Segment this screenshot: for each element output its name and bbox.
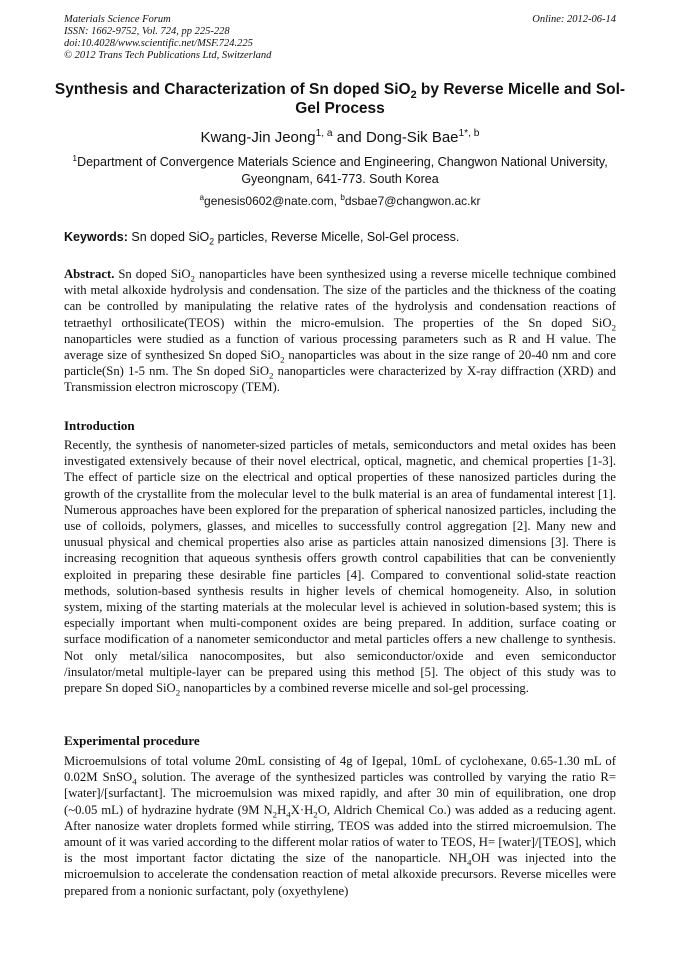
author-list bbox=[48, 129, 632, 146]
experimental-subscript: 4 bbox=[467, 857, 472, 868]
email-line bbox=[48, 194, 632, 208]
introduction-heading: Introduction bbox=[64, 418, 135, 433]
keywords-text-1: Sn doped SiO bbox=[127, 230, 210, 244]
abstract-text: nanoparticles have been synthesized using a reverse micelle technique combined with metal alkoxide hydrolysis and condensation. The size of the particles and the thickness of the coating can be controlled by manipulating the relative rates of the hydrolysis and condensation reactions of tetraethyl orthosilicate(TEOS) within the micro-emulsion. The properties of the Sn doped SiO bbox=[64, 267, 617, 330]
abstract-subscript: 2 bbox=[280, 354, 285, 365]
paper-title bbox=[48, 80, 632, 118]
keywords-subscript: 2 bbox=[209, 236, 215, 247]
abstract-subscript: 2 bbox=[190, 273, 195, 284]
author-2-affil-mark: 1*, b bbox=[458, 128, 480, 139]
journal-header bbox=[64, 14, 616, 62]
experimental-paragraph bbox=[64, 753, 616, 899]
abstract-label: Abstract. bbox=[64, 267, 115, 281]
experimental-text: solution. The average of the synthesized particles was controlled by varying the ratio R=[water]/[surfactant]. The microemulsion was mixed rapidly, and after 30 min of equilibration, one drop (~0.05 mL) of hydrazine hydrate (9M N bbox=[64, 770, 616, 817]
copyright-line: © 2012 Trans Tech Publications Ltd, Switzerland bbox=[64, 50, 272, 61]
experimental-text: H bbox=[277, 802, 287, 817]
author-2: Dong-Sik Bae bbox=[365, 129, 459, 146]
online-date: Online: 2012-06-14 bbox=[532, 14, 616, 25]
experimental-text: Microemulsions of total volume 20mL consisting of 4g of Igepal, 10mL of cyclohexane, 0.65-1.30 mL of 0.02M SnSO bbox=[64, 754, 616, 785]
affiliation-mark: 1 bbox=[72, 152, 78, 163]
keywords-text-2: particles, Reverse Micelle, Sol-Gel process. bbox=[214, 230, 460, 244]
abstract-text: nanoparticles were characterized by X-ray diffraction (XRD) and Transmission electron microscopy (TEM). bbox=[64, 364, 616, 395]
introduction-paragraph bbox=[64, 437, 616, 696]
affiliation-text: Department of Convergence Materials Science and Engineering, Changwon National University, Gyeongnam, 641-773. South Korea bbox=[77, 155, 608, 186]
author-1-affil-mark: 1, a bbox=[315, 128, 333, 139]
experimental-heading: Experimental procedure bbox=[64, 733, 200, 748]
experimental-text: O, Aldrich Chemical Co.) was added as a reducing agent. After nanosize water droplets formed while stirring, TEOS was added into the stirred microemulsion. The amount of it was varied according to the different molar ratios of water to TEOS, H= [water]/[TEOS], which is the most important factor dictating the size of the nanoparticle. NH bbox=[64, 802, 616, 866]
experimental-text: X·H bbox=[290, 802, 314, 817]
experimental-subscript: 4 bbox=[286, 809, 291, 820]
experimental-subscript: 2 bbox=[272, 809, 278, 820]
email-a-mark: a bbox=[199, 193, 205, 202]
title-subscript: 2 bbox=[410, 89, 417, 102]
email-b-mark: b bbox=[340, 193, 345, 202]
abstract-paragraph bbox=[64, 266, 616, 396]
author-and: and bbox=[332, 129, 366, 146]
journal-name: Materials Science Forum bbox=[64, 14, 171, 25]
introduction-text: nanoparticles by a combined reverse micelle and sol-gel processing. bbox=[180, 681, 529, 696]
keywords-label: Keywords: bbox=[64, 230, 128, 244]
email-b[interactable]: dsbae7@changwon.ac.kr bbox=[344, 194, 481, 208]
issn-line: ISSN: 1662-9752, Vol. 724, pp 225-228 bbox=[64, 26, 230, 37]
abstract-subscript: 2 bbox=[611, 322, 616, 333]
email-a[interactable]: genesis0602@nate.com bbox=[204, 194, 334, 208]
experimental-text: OH was injected into the microemulsion to accelerate the condensation reaction of metal alkoxide precursors. Reverse micelles were prepared from a nonionic surfactant, poly (oxyethylene) bbox=[64, 851, 617, 898]
abstract-text: Sn doped SiO bbox=[114, 267, 191, 281]
abstract-text: nanoparticles was about in the size range of 20-40 nm and core particle(Sn) 1-5 nm. The Sn doped SiO bbox=[64, 348, 617, 379]
doi-line: doi:10.4028/www.scientific.net/MSF.724.225 bbox=[64, 38, 253, 49]
email-separator: , bbox=[333, 194, 341, 208]
affiliation bbox=[60, 154, 620, 188]
keywords bbox=[64, 230, 616, 247]
abstract-text: nanoparticles were studied as a function of various processing parameters such as R and H value. The average size of synthesized Sn doped SiO bbox=[64, 331, 616, 363]
introduction-text: Recently, the synthesis of nanometer-sized particles of metals, semiconductors and metal oxides has been investigated extensively because of their novel electrical, optical, magnetic, and chemical properties [1-3]. The effect of particle size on the electrical and optical properties of these nanosized particles during the growth of the crystallite from the molecular level to the bulk material is an area of fundamental interest [1]. Numerous approaches have been explored for the preparation of spherical nanosized particles, including the use of colloids, polymers, glasses, and micelles to successfully control aggregation [2]. Many new and unusual physical and chemical properties also arise as particles attain nanosized dimensions [3]. There is increasing recognition that aqueous synthesis offers growth control capabilities that can be conveniently exploited in preparing these desirable fine particles [4]. Compared to conventional solid-state reaction methods, solution-based synthesis results in higher levels of chemical homogeneity. Also, in solution system, mixing of the starting materials at the molecular level is achieved in solution-based system; this is especially important when multi-component oxides are being prepared. In addition, surface coating or surface modification of a nanometer semiconductor and metal particles offers a new challenge to synthesis. Not only metal/silica nanocomposites, but also semiconductor/oxide and even semiconductor /insulator/metal multiple-layer can be prepared using this method [5]. The object of this study was to prepare Sn doped SiO bbox=[64, 438, 616, 696]
abstract-subscript: 2 bbox=[268, 370, 274, 381]
author-1: Kwang-Jin Jeong bbox=[200, 129, 316, 146]
title-text-2: by Reverse Micelle and Sol-Gel Process bbox=[295, 81, 626, 117]
experimental-subscript: 4 bbox=[132, 776, 137, 787]
introduction-subscript: 2 bbox=[175, 687, 181, 698]
experimental-subscript: 2 bbox=[313, 809, 318, 820]
title-text-1: Synthesis and Characterization of Sn doped SiO bbox=[54, 81, 411, 98]
